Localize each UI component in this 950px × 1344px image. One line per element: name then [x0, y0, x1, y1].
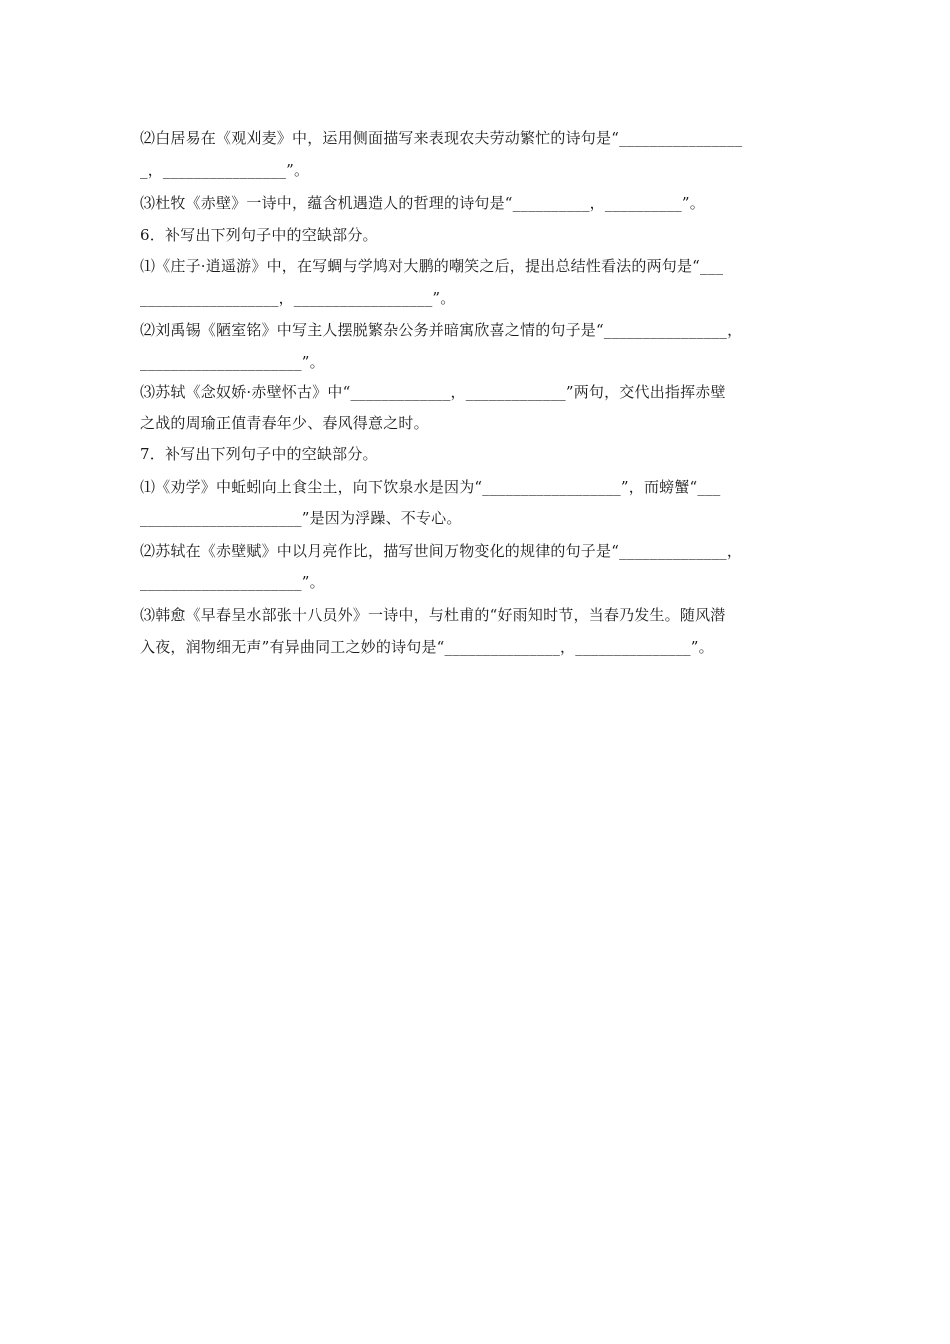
q7-1-line-1: ⑴《劝学》中蚯蚓向上食尘土，向下饮泉水是因为“__________________”，而螃蟹“___	[140, 478, 721, 496]
q5-2-line-2: _，________________”。	[140, 161, 310, 179]
q5-3-line-1: ⑶杜牧《赤壁》一诗中，蕴含机遇造人的哲理的诗句是“__________，__________”。	[140, 194, 705, 212]
q6-1-line-2: __________________，__________________”。	[140, 289, 456, 307]
q7-3-line-1: ⑶韩愈《早春呈水部张十八员外》一诗中，与杜甫的“好雨知时节，当春乃发生。随风潜	[140, 606, 726, 624]
q7-1-line-2: _____________________”是因为浮躁、不专心。	[140, 509, 462, 527]
q7-heading: 7．补写出下列句子中的空缺部分。	[140, 445, 378, 463]
q7-2-line-1: ⑵苏轼在《赤壁赋》中以月亮作比，描写世间万物变化的规律的句子是“______________，	[140, 542, 743, 560]
q7-2-line-2: _____________________”。	[140, 573, 325, 591]
q6-3-line-1: ⑶苏轼《念奴娇·赤壁怀古》中“_____________，_____________”两句，交代出指挥赤壁	[140, 383, 726, 401]
q5-2-line-1: ⑵白居易在《观刈麦》中，运用侧面描写来表现农夫劳动繁忙的诗句是“________________	[140, 129, 743, 147]
q6-2-line-1: ⑵刘禹锡《陋室铭》中写主人摆脱繁杂公务并暗寓欣喜之情的句子是“________________，	[140, 321, 743, 339]
q6-heading: 6．补写出下列句子中的空缺部分。	[140, 226, 378, 244]
q6-1-line-1: ⑴《庄子·逍遥游》中，在写蜩与学鸠对大鹏的嘲笑之后，提出总结性看法的两句是“___	[140, 257, 724, 275]
q7-3-line-2: 入夜，润物细无声”有异曲同工之妙的诗句是“_______________，_______________”。	[140, 638, 714, 656]
q6-3-line-2: 之战的周瑜正值青春年少、春风得意之时。	[140, 414, 429, 432]
q6-2-line-2: _____________________”。	[140, 353, 325, 371]
